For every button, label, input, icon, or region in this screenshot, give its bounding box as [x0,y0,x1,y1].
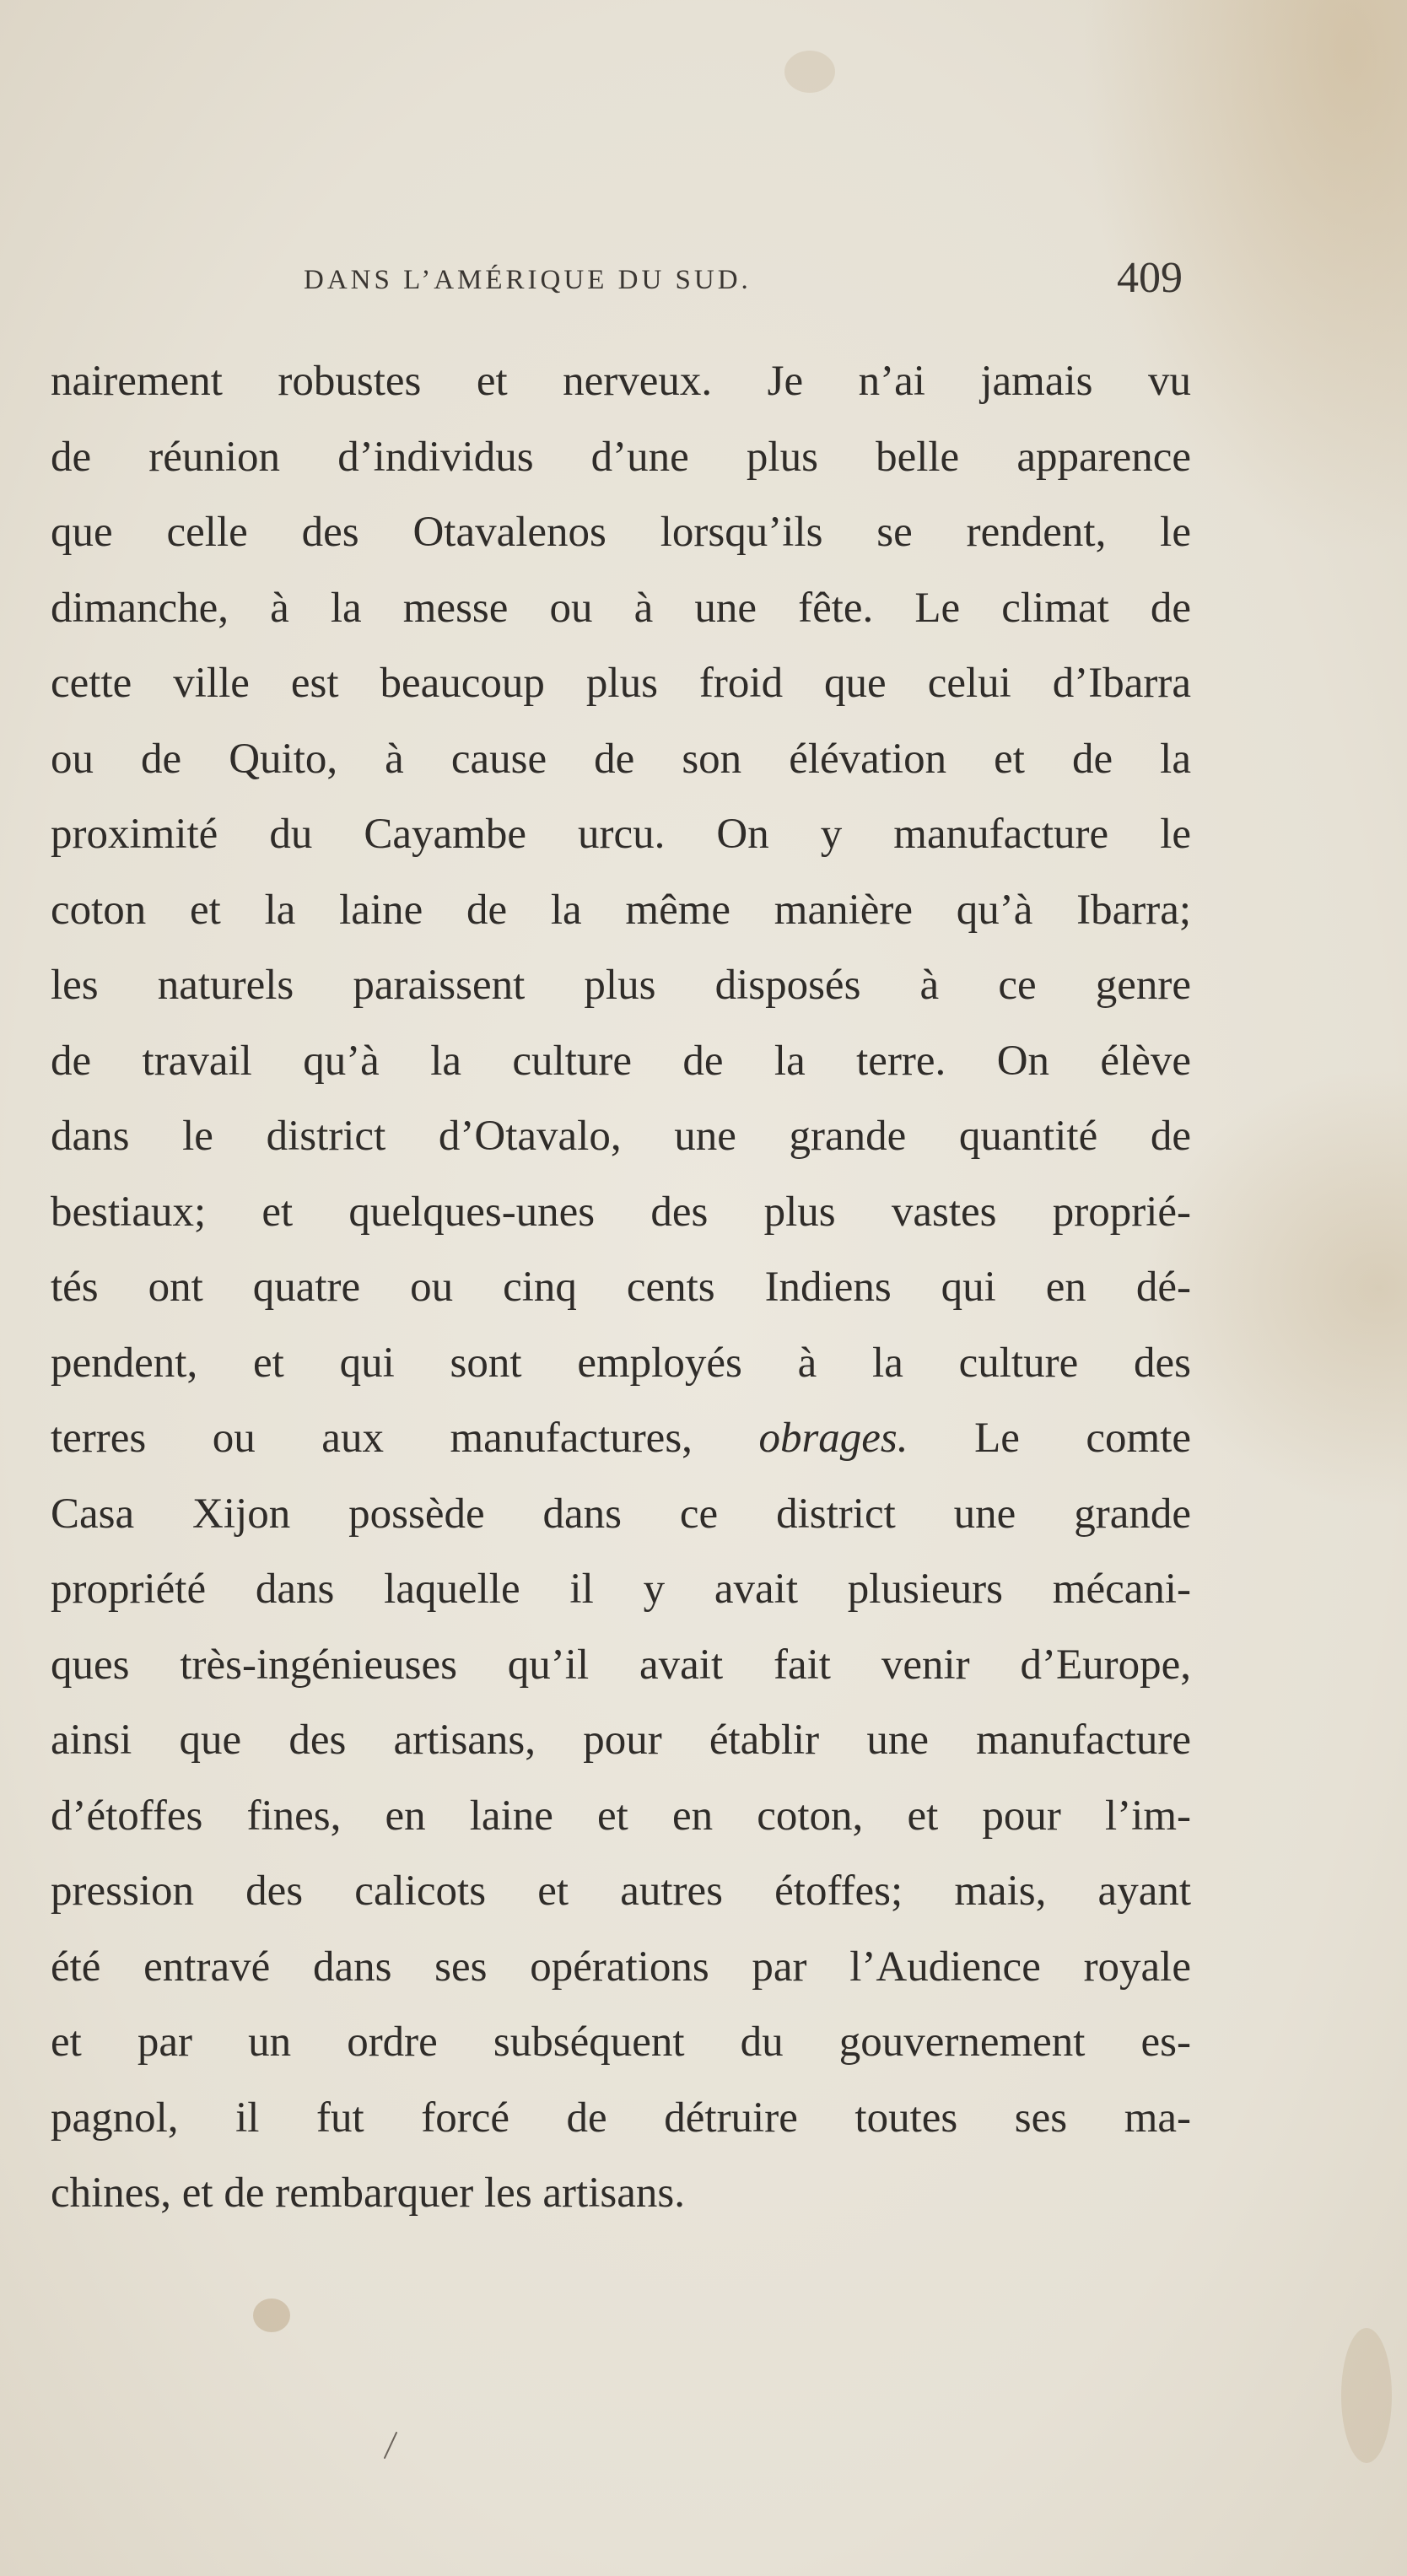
text-line: coton et la laine de la même manière qu’à Ibarra; [51,886,1191,934]
text-line: cette ville est beaucoup plus froid que celui d’Ibarra [51,660,1191,707]
foxing-stain [784,51,835,93]
text-line: bestiaux; et quelques-unes des plus vastes proprié- [51,1188,1191,1236]
text-fragment: Le comte [908,1415,1191,1462]
body-text [51,344,1191,2232]
text-line: que celle des Otavalenos lorsqu’ils se rendent, le [51,509,1191,556]
foxing-stain [1341,2328,1392,2463]
text-line: et par un ordre subséquent du gouvernement es- [51,2018,1191,2066]
text-line: ques très-ingénieuses qu’il avait fait venir d’Europe, [51,1641,1191,1689]
text-line: été entravé dans ses opérations par l’Audience royale [51,1943,1191,1991]
text-line: pression des calicots et autres étoffes; mais, ayant [51,1867,1191,1915]
italic-term: obrages. [758,1415,908,1462]
text-line: de travail qu’à la culture de la terre. On élève [51,1037,1191,1085]
text-line: nairement robustes et nerveux. Je n’ai jamais vu [51,358,1191,405]
text-line: ainsi que des artisans, pour établir une manufacture [51,1716,1191,1764]
pencil-mark [378,2429,403,2463]
text-line: de réunion d’individus d’une plus belle apparence [51,433,1191,481]
text-fragment: terres ou aux manufactures, [51,1415,759,1462]
text-line: proximité du Cayambe urcu. On y manufacture le [51,811,1191,858]
text-line: Casa Xijon possède dans ce district une grande [51,1490,1191,1538]
text-line: ou de Quito, à cause de son élévation et de la [51,735,1191,783]
page-header [304,253,1198,321]
text-line: propriété dans laquelle il y avait plusieurs mécani- [51,1566,1191,1613]
text-line: tés ont quatre ou cinq cents Indiens qui en dé- [51,1264,1191,1311]
running-title: DANS L’AMÉRIQUE DU SUD. [304,265,752,295]
text-line: les naturels paraissent plus disposés à ce genre [51,962,1191,1009]
text-line: d’étoffes fines, en laine et en coton, et pour l’im- [51,1792,1191,1840]
foxing-stain [253,2298,290,2332]
page-number: 409 [1117,254,1183,302]
text-line: dimanche, à la messe ou à une fête. Le climat de [51,584,1191,632]
text-line: chines, et de rembarquer les artisans. [51,2169,685,2217]
text-line: pagnol, il fut forcé de détruire toutes ses ma- [51,2094,1191,2142]
text-line: dans le district d’Otavalo, une grande quantité de [51,1113,1191,1160]
text-line-with-italic [51,1401,1191,1477]
text-line: pendent, et qui sont employés à la culture des [51,1339,1191,1387]
